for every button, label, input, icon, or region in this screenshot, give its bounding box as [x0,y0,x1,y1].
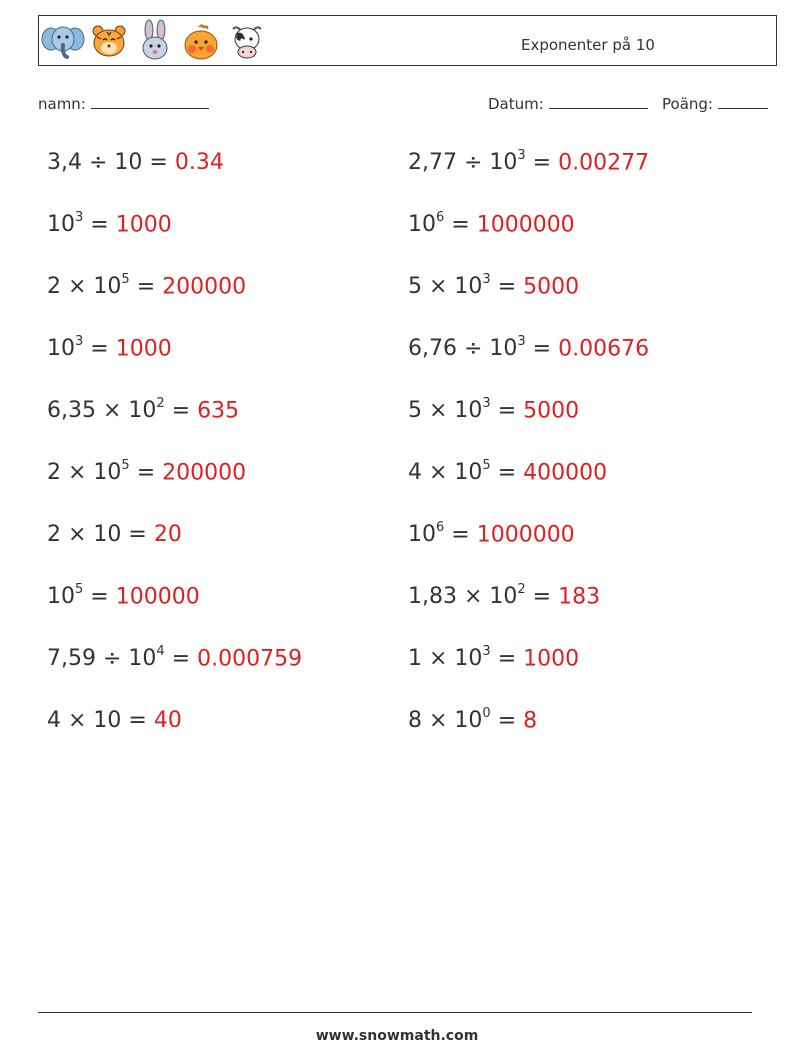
problem-right-3: $5 \times 10^3 = 5000$ [408,272,580,300]
chick-icon [179,19,223,63]
problem-expression: $2 \times 10^5$ [47,458,130,486]
problem-right-9: $1 \times 10^3 = 1000$ [408,644,580,672]
animal-icons [41,19,269,63]
score-label: Poäng: [662,95,713,113]
problem-answer: 100000 [115,584,200,610]
problem-right-1: $2,77 \div 10^3 = 0.00277$ [408,148,650,176]
problem-left-3: $2 \times 10^5 = 200000$ [47,272,247,300]
problem-answer: 0.000759 [197,646,303,672]
problem-expression: $8 \times 10^0$ [408,706,491,734]
problem-answer: 400000 [523,460,608,486]
problem-right-6: $4 \times 10^5 = 400000$ [408,458,608,486]
problem-answer: 5000 [523,274,580,300]
problem-expression: 2 × 10 [47,522,122,547]
problem-right-8: $1,83 \times 10^2 = 183$ [408,582,601,610]
elephant-icon [41,19,85,63]
exponent: 3 [482,396,491,411]
exponent: 3 [517,148,526,163]
problem-answer: 0.00277 [558,150,650,176]
problem-expression: $7,59 \div 10^4$ [47,644,165,672]
date-label: Datum: [488,95,544,113]
problem-expression: $10^3$ [47,334,84,362]
problem-left-4: $10^3 = 1000$ [47,334,172,362]
exponent: 0 [482,706,491,721]
problem-expression: $10^6$ [408,210,445,238]
problem-answer: 0.00676 [558,336,650,362]
exponent: 3 [482,272,491,287]
exponent: 5 [121,458,130,473]
tiger-icon [87,19,131,63]
score-line[interactable] [718,94,768,109]
date-line[interactable] [549,94,648,109]
problem-expression: $6,35 \times 10^2$ [47,396,165,424]
problem-expression: 4 × 10 [47,708,122,733]
problem-left-9: $7,59 \div 10^4 = 0.000759$ [47,644,303,672]
problem-expression: $6,76 \div 10^3$ [408,334,526,362]
footer-url[interactable]: www.snowmath.com [315,1028,479,1044]
problem-expression: $10^6$ [408,520,445,548]
problem-right-2: $10^6 = 1000000$ [408,210,575,238]
problem-left-2: $10^3 = 1000$ [47,210,172,238]
exponent: 2 [156,396,165,411]
problem-left-10: 4 × 10 = 40 [47,708,182,733]
problem-right-10: $8 \times 10^0 = 8$ [408,706,538,734]
problem-left-5: $6,35 \times 10^2 = 635$ [47,396,240,424]
exponent: 5 [75,582,84,597]
problem-answer: 1000000 [476,212,575,238]
problem-expression: $2,77 \div 10^3$ [408,148,526,176]
problem-expression: $5 \times 10^3$ [408,396,491,424]
exponent: 6 [436,520,445,535]
problem-left-8: $10^5 = 100000$ [47,582,200,610]
problem-answer: 0.34 [174,150,224,175]
problem-right-7: $10^6 = 1000000$ [408,520,575,548]
problem-expression: 3,4 ÷ 10 [47,150,143,175]
problem-answer: 183 [558,584,601,610]
footer-divider [38,1012,752,1013]
name-label: namn: [38,95,86,113]
problem-expression: $10^3$ [47,210,84,238]
problem-right-4: $6,76 \div 10^3 = 0.00676$ [408,334,650,362]
problem-answer: 1000000 [476,522,575,548]
exponent: 3 [482,644,491,659]
problem-answer: 635 [197,398,240,424]
header-box [38,15,777,66]
name-line[interactable] [91,94,209,109]
score-field [662,94,768,113]
problem-expression: $1 \times 10^3$ [408,644,491,672]
exponent: 3 [75,210,84,225]
exponent: 2 [517,582,526,597]
page-title: Exponenter på 10 [521,36,655,54]
exponent: 5 [482,458,491,473]
problem-answer: 40 [153,708,182,733]
problem-answer: 1000 [115,336,172,362]
exponent: 3 [75,334,84,349]
problem-left-6: $2 \times 10^5 = 200000$ [47,458,247,486]
problem-answer: 1000 [523,646,580,672]
problem-expression: $1,83 \times 10^2$ [408,582,526,610]
exponent: 3 [517,334,526,349]
rabbit-icon [133,19,177,63]
exponent: 5 [121,272,130,287]
problem-expression: $4 \times 10^5$ [408,458,491,486]
problem-answer: 8 [523,708,538,734]
problem-answer: 5000 [523,398,580,424]
date-field [488,94,648,113]
problem-expression: $5 \times 10^3$ [408,272,491,300]
exponent: 6 [436,210,445,225]
exponent: 4 [156,644,165,659]
problem-answer: 20 [153,522,182,547]
problem-right-5: $5 \times 10^3 = 5000$ [408,396,580,424]
problem-answer: 200000 [162,460,247,486]
problem-answer: 1000 [115,212,172,238]
cow-icon [225,19,269,63]
problem-expression: $10^5$ [47,582,84,610]
problem-answer: 200000 [162,274,247,300]
problem-left-1: 3,4 ÷ 10 = 0.34 [47,150,224,175]
problem-expression: $2 \times 10^5$ [47,272,130,300]
problem-left-7: 2 × 10 = 20 [47,522,182,547]
name-field [38,94,209,113]
